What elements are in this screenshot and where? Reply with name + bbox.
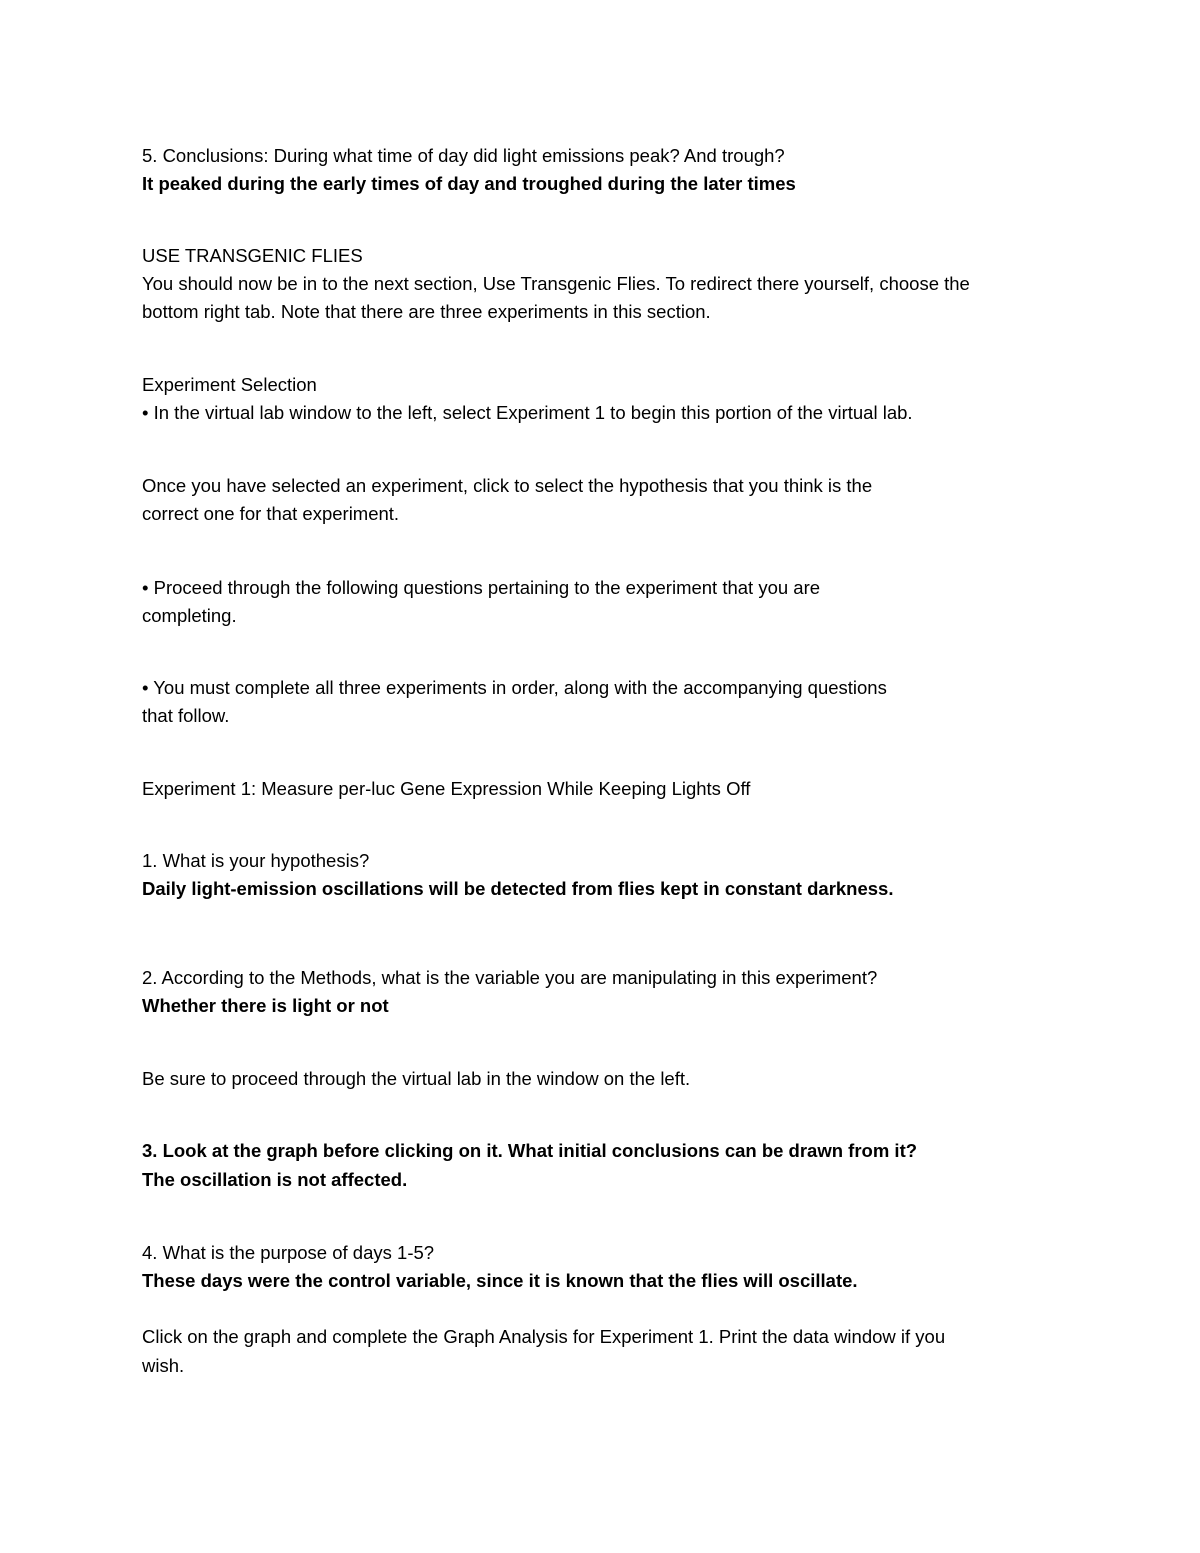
hypothesis-instruction-line-1: Once you have selected an experiment, click to select the hypothesis that you think is the — [142, 475, 873, 496]
bullet-complete-line-1: • You must complete all three experiments in order, along with the accompanying questions — [142, 677, 887, 698]
section-heading: USE TRANSGENIC FLIES — [142, 245, 363, 266]
hypothesis-instruction-line-2: correct one for that experiment. — [142, 503, 400, 524]
answer-1: Daily light-emission oscillations will be detected from flies kept in constant darkness. — [142, 878, 894, 899]
answer-3: The oscillation is not affected. — [142, 1169, 408, 1190]
answer-2: Whether there is light or not — [142, 995, 389, 1016]
graph-instruction-line-1: Click on the graph and complete the Graph Analysis for Experiment 1. Print the data window if you — [142, 1326, 946, 1347]
question-3: 3. Look at the graph before clicking on it. What initial conclusions can be drawn from it? — [142, 1140, 918, 1161]
graph-instruction-line-2: wish. — [142, 1355, 185, 1376]
section-intro-line-2: bottom right tab. Note that there are three experiments in this section. — [142, 301, 711, 322]
question-2: 2. According to the Methods, what is the variable you are manipulating in this experiment? — [142, 967, 878, 988]
proceed-note: Be sure to proceed through the virtual lab in the window on the left. — [142, 1068, 691, 1089]
conclusion-answer: It peaked during the early times of day and troughed during the later times — [142, 173, 796, 194]
conclusion-question: 5. Conclusions: During what time of day did light emissions peak? And trough? — [142, 145, 785, 166]
question-1: 1. What is your hypothesis? — [142, 850, 370, 871]
bullet-complete-line-2: that follow. — [142, 705, 230, 726]
experiment-selection-heading: Experiment Selection — [142, 374, 317, 395]
experiment-selection-bullet: • In the virtual lab window to the left, select Experiment 1 to begin this portion of the virtual lab. — [142, 402, 913, 423]
section-intro-line-1: You should now be in to the next section, Use Transgenic Flies. To redirect there yourself, choose the — [142, 273, 970, 294]
bullet-proceed-line-2: completing. — [142, 605, 237, 626]
answer-4: These days were the control variable, since it is known that the flies will oscillate. — [142, 1270, 858, 1291]
question-4: 4. What is the purpose of days 1-5? — [142, 1242, 435, 1263]
experiment-1-heading: Experiment 1: Measure per-luc Gene Expression While Keeping Lights Off — [142, 778, 751, 799]
bullet-proceed-line-1: • Proceed through the following questions pertaining to the experiment that you are — [142, 577, 821, 598]
